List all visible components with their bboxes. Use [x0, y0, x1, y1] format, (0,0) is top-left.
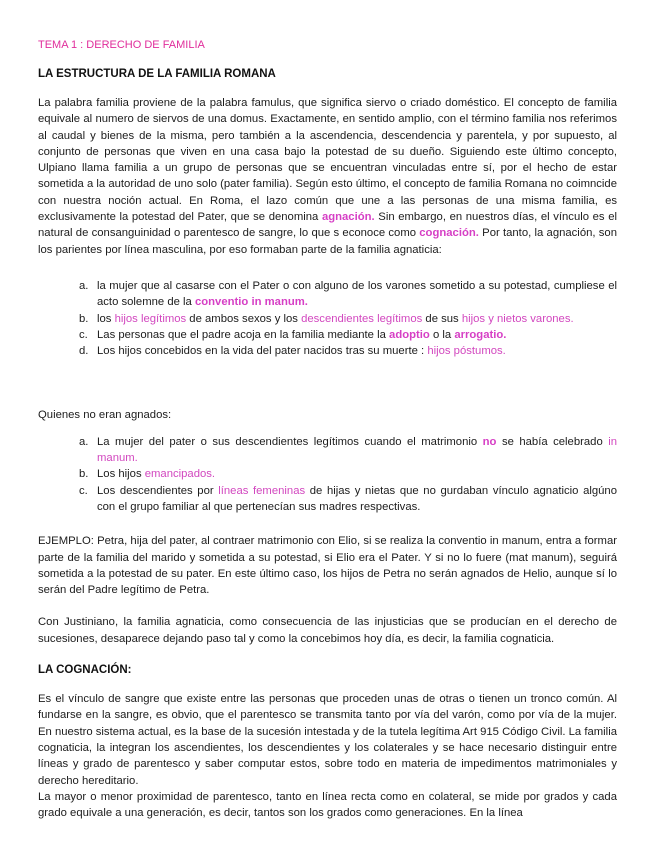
- intro-text-3: Por tanto, la agnación, son los parientes por línea masculina, por eso formaban parte de la familia agnaticia:: [38, 227, 617, 256]
- highlight-adoptio: adoptio: [389, 328, 430, 341]
- highlight-hijos-postumos: hijos póstumos.: [427, 345, 506, 358]
- list-item-text: de ambos sexos y los: [186, 312, 302, 325]
- list-marker: c.: [79, 328, 88, 341]
- highlight-hijos-legitimos: hijos legítimos: [114, 312, 187, 325]
- list-item-text: Los hijos: [97, 468, 145, 481]
- highlight-no: no: [482, 435, 497, 448]
- quienes-no-agnados: Quienes no eran agnados:: [38, 409, 172, 422]
- agnados-list: [38, 278, 617, 359]
- list-item: [38, 327, 617, 343]
- highlight-lineas-femeninas: líneas femeninas: [218, 484, 306, 497]
- cognacion-paragraph-1: Es el vínculo de sangre que existe entre las personas que proceden unas de otras o tienen un tronco común. Al fundarse en la sangre, es obvio, que el parentesco se transmita tanto por vía del varón, como por vía de la mujer. En nuestro sistema actual, es la base de la sucesión intestada y de la tutela legítima Art 915 Código Civil. La familia cognaticia, la integran los ascendientes, los descendientes y los colaterales y se hace necesario distinguir entre líneas y grado de parentesco y saber computar estos, sobre todo en materia de impedimentos matrimoniales y derecho hereditario.: [38, 693, 617, 787]
- list-item-text: o la: [429, 328, 455, 341]
- intro-paragraph: [38, 95, 617, 258]
- list-item: [38, 466, 617, 482]
- list-item-text: Las personas que el padre acoja en la familia mediante la: [97, 328, 390, 341]
- list-item-text: Los descendientes por: [97, 484, 219, 497]
- justiniano-paragraph: Con Justiniano, la familia agnaticia, como consecuencia de las injusticias que se producían en el derecho de sucesiones, desaparece dejando paso tal y como la concebimos hoy día, es decir, la familia cognaticia.: [38, 616, 617, 645]
- highlight-cognacion: cognación.: [419, 227, 479, 240]
- intro-text-1: La palabra familia proviene de la palabra famulus, que significa siervo o criado doméstico. El concepto de familia equivale al numero de siervos de una domus. Exactamente, en sentido amplio, con el término familia nos referimos al caudal y bienes de la misma, pero también a la ascendencia, descendencia y parentela, y por supuesto, al conjunto de personas que viven en una casa bajo la potestad de su dueño. Siguiendo este último concepto, Ulpiano llama familia a un grupo de personas que se encuentran vinculadas entre sí, por el hecho de estar sometida a la autoridad de uno solo (pater familia). Según esto último, el concepto de familia Romana no coimncide con nuestra noción actual. En Roma, el lazo común que une a las personas de una misma familia, es exclusivamente la potestad del Pater, que se denomina: [38, 97, 617, 224]
- list-marker: d.: [79, 345, 89, 358]
- highlight-in-manum: in manum.: [97, 435, 618, 465]
- list-item: [38, 311, 617, 327]
- list-marker: b.: [79, 468, 89, 481]
- intro-text-2: Sin embargo, en nuestros días, el vínculo es el natural de consanguinidad o parentesco de sangre, lo que s econoce como: [38, 211, 617, 240]
- list-item-text: de sus: [422, 312, 462, 325]
- list-item: [38, 434, 617, 467]
- list-item: [38, 278, 617, 311]
- list-item-text: se había celebrado: [496, 435, 609, 448]
- cognacion-paragraph-2: La mayor o menor proximidad de parentesco, tanto en línea recta como en colateral, se mide por grados y cada grado equivale a una generación, es decir, tantos son los grados como generaciones. En la línea: [38, 790, 617, 820]
- list-item-text: .: [503, 328, 507, 341]
- list-item-text: Los hijos concebidos en la vida del pater nacidos tras su muerte :: [97, 345, 428, 358]
- highlight-arrogatio: arrogatio: [454, 328, 504, 341]
- tema-title: TEMA 1 : DERECHO DE FAMILIA: [38, 39, 205, 51]
- list-marker: b.: [79, 312, 89, 325]
- highlight-conventio: conventio in manum.: [194, 296, 308, 309]
- list-item: [38, 483, 617, 516]
- section-heading-cognacion: LA COGNACIÓN:: [38, 664, 132, 677]
- list-item-text: la mujer que al casarse con el Pater o con alguno de los varones sometido a su potestad, cumpliese el acto solemne de la: [97, 279, 617, 309]
- highlight-descendientes-legitimos: descendientes legítimos: [301, 312, 423, 325]
- highlight-hijos-nietos: hijos y nietos varones.: [461, 312, 574, 325]
- list-item-text: los: [97, 312, 115, 325]
- list-item: [38, 343, 617, 359]
- section-heading-familia-romana: LA ESTRUCTURA DE LA FAMILIA ROMANA: [38, 68, 276, 80]
- list-item-text: La mujer del pater o sus descendientes legítimos cuando el matrimonio: [97, 435, 483, 448]
- list-marker: a.: [79, 435, 89, 448]
- list-marker: a.: [79, 279, 89, 292]
- highlight-agnacion: agnación.: [321, 211, 375, 224]
- list-item-text: de hijas y nietas que no gurdaban vínculo agnaticio algúno con el grupo familiar al que pertenecían sus madres respectivas.: [97, 484, 617, 513]
- ejemplo-paragraph: EJEMPLO: Petra, hija del pater, al contraer matrimonio con Elio, si se realiza la conventio in manum, entra a formar parte de la familia del marido y sometida a su potestad, si Elio era el Pater. Y si no lo fuere (mat manum), seguirá sometida a la potestad de su pater. En este último caso, los hijos de Petra no serán agnados de Helio, aunque sí lo serán del Padre legítimo de Petra.: [38, 535, 617, 597]
- highlight-emancipados: emancipados.: [144, 468, 216, 481]
- list-marker: c.: [79, 484, 88, 497]
- no-agnados-list: [38, 434, 617, 515]
